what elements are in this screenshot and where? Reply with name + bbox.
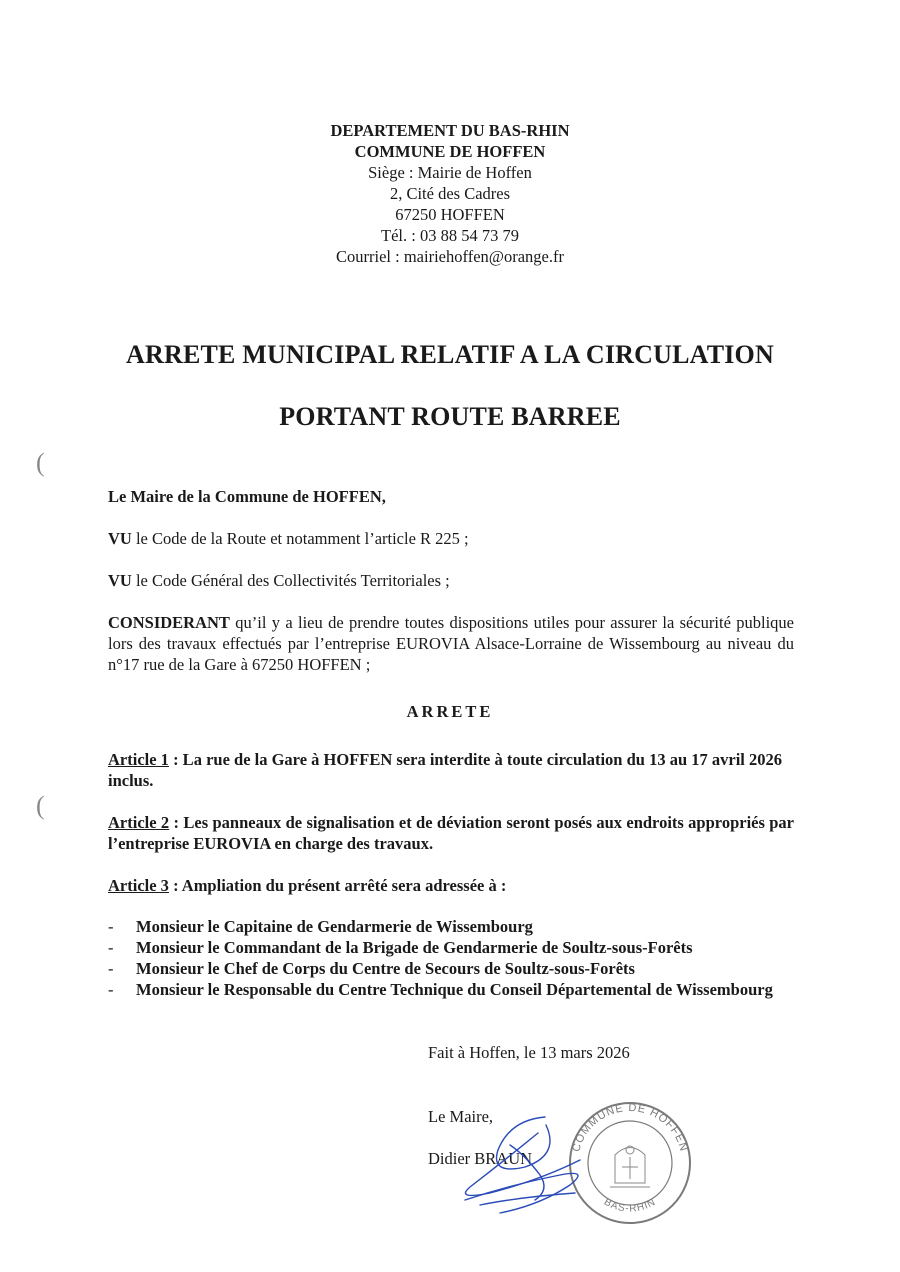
vu-text: le Code Général des Collectivités Territoriales ; [131,571,450,590]
recipient-item [108,958,868,979]
signatory-name: Didier BRAUN [428,1149,533,1168]
article-label: Article 2 [108,813,170,832]
recipient-text: Monsieur le Chef de Corps du Centre de Secours de Soultz-sous-Forêts [136,959,635,978]
punch-hole-mark: ( [36,791,45,820]
considerant-paragraph [108,612,794,675]
list-dash: - [108,959,114,978]
vu-label: VU [108,529,132,548]
recipient-text: Monsieur le Responsable du Centre Technique du Conseil Départemental de Wissembourg [136,980,773,999]
article-text: : Les panneaux de signalisation et de déviation seront posés aux endroits appropriés par l’entreprise EUROVIA en charge des travaux. [108,813,795,853]
recipient-item [108,916,868,937]
arrete-heading: ARRETE [406,702,494,721]
mayor-statement: Le Maire de la Commune de HOFFEN, [108,487,386,506]
article-text: : Ampliation du présent arrêté sera adressée à : [168,876,507,895]
list-dash: - [108,938,114,957]
letterhead-seat: Siège : Mairie de Hoffen [368,163,532,182]
stamp-top-text: COMMUNE DE HOFFEN [570,1101,690,1154]
article-text: : La rue de la Gare à HOFFEN sera interdite à toute circulation du 13 au 17 avril 2026 inclus. [108,750,782,790]
letterhead-phone: Tél. : 03 88 54 73 79 [381,226,519,245]
considerant-label: CONSIDERANT [108,613,230,632]
list-dash: - [108,980,114,999]
article-2 [108,812,794,854]
signatory-role: Le Maire, [428,1107,494,1126]
recipient-item [108,937,868,958]
article-label: Article 1 [108,750,169,769]
punch-hole-mark: ( [36,448,45,477]
vu-text: le Code de la Route et notamment l’article R 225 ; [131,529,469,548]
stamp-bottom-text: BAS-RHIN [602,1196,658,1215]
place-and-date: Fait à Hoffen, le 13 mars 2026 [428,1043,630,1062]
vu-label: VU [108,571,132,590]
recipient-text: Monsieur le Capitaine de Gendarmerie de Wissembourg [136,917,533,936]
vu-cgct [108,570,794,591]
vu-code-route [108,528,794,549]
letterhead-address: 2, Cité des Cadres [389,184,511,203]
recipient-text: Monsieur le Commandant de la Brigade de Gendarmerie de Soultz-sous-Forêts [136,938,693,957]
article-label: Article 3 [108,876,169,895]
considerant-text: qu’il y a lieu de prendre toutes dispositions utiles pour assurer la sécurité publique lors des travaux effectués par l’entreprise EUROVIA Alsace-Lorraine de Wissembourg au niveau du n°17 rue de la Gare à 67250 HOFFEN ; [108,613,794,674]
article-3 [108,875,794,896]
article-1 [108,749,794,791]
recipient-item [108,979,868,1000]
decree-title: ARRETE MUNICIPAL RELATIF A LA CIRCULATION [126,340,774,369]
list-dash: - [108,917,114,936]
decree-subtitle: PORTANT ROUTE BARREE [279,402,621,431]
recipient-list [108,916,868,1000]
mayor-signature-icon [450,1105,600,1220]
letterhead-commune: COMMUNE DE HOFFEN [354,142,546,161]
letterhead [0,120,900,267]
letterhead-email: Courriel : mairiehoffen@orange.fr [336,247,564,266]
letterhead-postcode: 67250 HOFFEN [395,205,505,224]
letterhead-department: DEPARTEMENT DU BAS-RHIN [330,121,570,140]
